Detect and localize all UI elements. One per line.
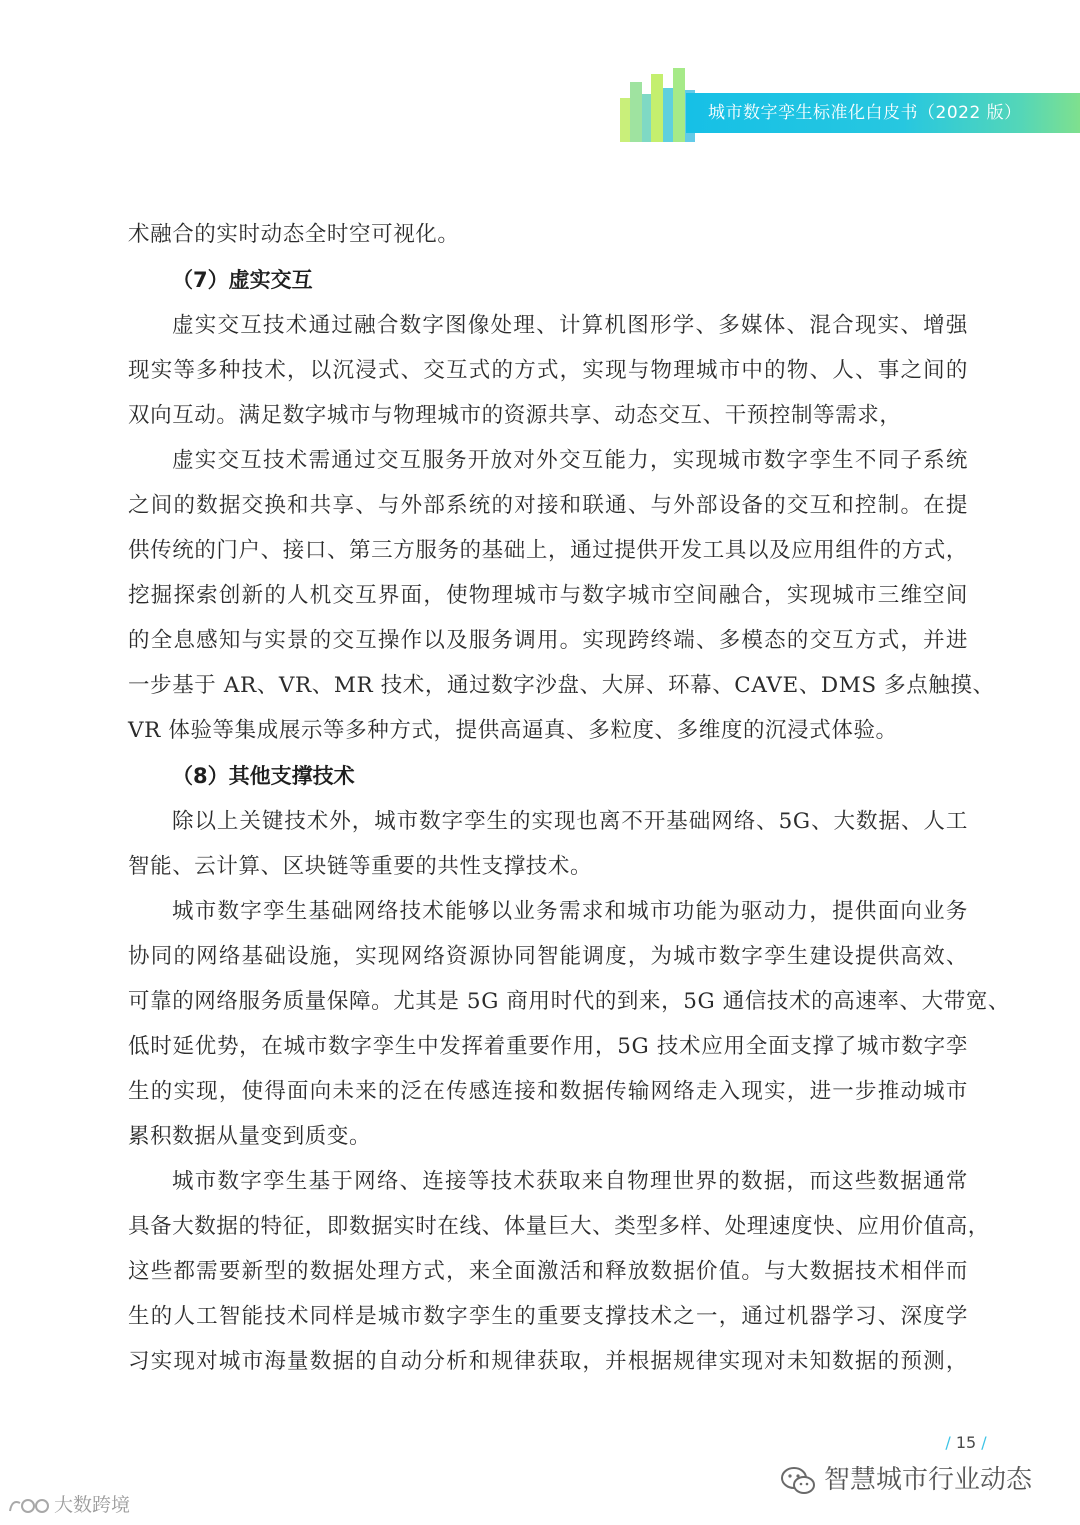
body-line: 这些都需要新型的数据处理方式，来全面激活和释放数据价值。与大数据技术相伴而	[128, 1259, 968, 1284]
body-line: 低时延优势，在城市数字孪生中发挥着重要作用，5G 技术应用全面支撑了城市数字孪	[128, 1034, 968, 1059]
body-line: 挖掘探索创新的人机交互界面，使物理城市与数字城市空间融合，实现城市三维空间	[128, 583, 968, 608]
watermark-left	[6, 1490, 130, 1520]
body-line: 智能、云计算、区块链等重要的共性支撑技术。	[128, 854, 593, 879]
watermark-left-text: 大数跨境	[54, 1494, 131, 1516]
body-line: 的全息感知与实景的交互操作以及服务调用。实现跨终端、多模态的交互方式，并进	[128, 628, 968, 653]
body-line: 生的实现，使得面向未来的泛在传感连接和数据传输网络走入现实，进一步推动城市	[128, 1079, 968, 1104]
body-line: 可靠的网络服务质量保障。尤其是 5G 商用时代的到来，5G 通信技术的高速率、大带宽、	[128, 989, 1011, 1014]
watermark-right-text: 智慧城市行业动态	[824, 1465, 1033, 1495]
body-line: 习实现对城市海量数据的自动分析和规律获取，并根据规律实现对未知数据的预测，	[128, 1349, 968, 1374]
body-line: 除以上关键技术外，城市数字孪生的实现也离不开基础网络、5G、大数据、人工	[172, 809, 968, 834]
section-heading-8: （8）其他支撑技术	[172, 764, 355, 788]
body-line: 之间的数据交换和共享、与外部系统的对接和联通、与外部设备的交互和控制。在提	[128, 493, 968, 518]
slash-decoration-icon: /	[945, 1433, 951, 1452]
slash-decoration-icon: /	[981, 1433, 987, 1452]
wechat-icon	[780, 1466, 816, 1496]
body-line: 双向互动。满足数字城市与物理城市的资源共享、动态交互、干预控制等需求，	[128, 403, 902, 428]
body-line: 生的人工智能技术同样是城市数字孪生的重要支撑技术之一，通过机器学习、深度学	[128, 1304, 968, 1329]
brand-logo-icon	[6, 1495, 50, 1517]
body-line: 累积数据从量变到质变。	[128, 1124, 372, 1149]
document-title: 城市数字孪生标准化白皮书（2022 版）	[708, 103, 1022, 123]
body-line: 协同的网络基础设施，实现网络资源协同智能调度，为城市数字孪生建设提供高效、	[128, 944, 968, 969]
body-line: 一步基于 AR、VR、MR 技术，通过数字沙盘、大屏、环幕、CAVE、DMS 多点触摸、	[128, 673, 995, 698]
body-line: 现实等多种技术，以沉浸式、交互式的方式，实现与物理城市中的物、人、事之间的	[128, 358, 968, 383]
body-line: 城市数字孪生基于网络、连接等技术获取来自物理世界的数据，而这些数据通常	[172, 1169, 968, 1194]
section-heading-7: （7）虚实交互	[172, 268, 313, 292]
body-line: 具备大数据的特征，即数据实时在线、体量巨大、类型多样、处理速度快、应用价值高，	[128, 1214, 990, 1239]
body-line: VR 体验等集成展示等多种方式，提供高逼真、多粒度、多维度的沉浸式体验。	[128, 718, 898, 743]
body-line: 术融合的实时动态全时空可视化。	[128, 222, 460, 247]
body-line: 虚实交互技术通过融合数字图像处理、计算机图形学、多媒体、混合现实、增强	[172, 313, 968, 338]
page-body	[128, 212, 1011, 1384]
page-number	[936, 1430, 996, 1456]
page-number-value: 15	[955, 1433, 977, 1452]
watermark-right	[780, 1460, 1032, 1500]
body-line: 供传统的门户、接口、第三方服务的基础上，通过提供开发工具以及应用组件的方式，	[128, 538, 968, 563]
body-line: 城市数字孪生基础网络技术能够以业务需求和城市功能为驱动力，提供面向业务	[172, 899, 968, 924]
body-line: 虚实交互技术需通过交互服务开放对外交互能力，实现城市数字孪生不同子系统	[172, 448, 968, 473]
